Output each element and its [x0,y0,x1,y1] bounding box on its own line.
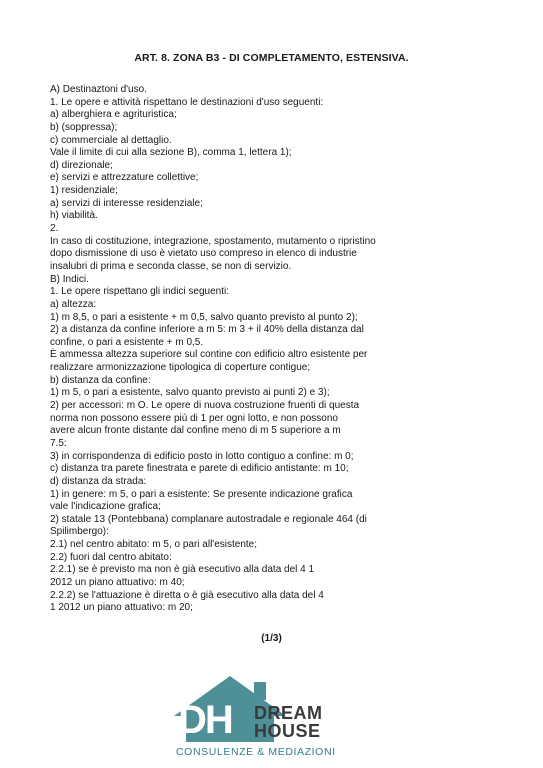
text-line: 2.2.2) se l'attuazione è diretta o è già esecutivo alla data del 4 [50,589,324,601]
page-number: (1/3) [261,633,282,644]
text-line: 1. Le opere e attività rispettano le destinazioni d'uso seguenti: [50,96,324,108]
text-line: a) altezza: [50,298,97,310]
text-line: c) commerciale al dettaglio. [50,134,172,146]
text-line: b) distanza da confine: [50,374,151,386]
text-line: confine, o pari a esistente + m 0,5. [50,336,204,348]
text-line: 7.5: [50,437,67,449]
text-line: 1) in genere: m 5, o pari a esistente: Se presente indicazione grafica [50,488,353,500]
text-line: In caso di costituzione, integrazione, spostamento, mutamento o ripristino [50,235,376,247]
dream-house-logo [170,672,390,762]
logo-word-dream: DREAM [254,703,323,723]
text-line: dopo dismissione di uso è vietato uso compreso in elenco di industrie [50,248,357,260]
text-line: Spilimbergo): [50,526,109,538]
text-line: e) servizi e attrezzature collettive; [50,172,199,184]
text-line: 1) m 8,5, o pari a esistente + m 0,5, salvo quanto previsto al punto 2); [50,311,358,323]
text-line: 2012 un piano attuativo: m 40; [50,576,185,588]
text-line: B) Indici. [50,273,89,285]
text-line: 1 2012 un piano attuativo: m 20; [50,602,193,614]
text-line: avere alcun fronte distante dal confine meno di m 5 superiore a m [50,425,341,437]
text-line: 2.2) fuori dal centro abitato: [50,551,172,563]
text-line: c) distanza tra parete finestrata e parete di edificio antistante: m 10; [50,463,349,475]
text-line: A) Destinaztoni d'uso. [50,84,147,95]
text-line: b) (soppressa); [50,121,118,133]
text-line: 1) residenziale; [50,185,118,197]
text-line: 2.1) nel centro abitato: m 5, o pari all'esistente; [50,539,258,551]
text-line: 2.2.1) se è previsto ma non è già esecutivo alla data del 4 1 [50,564,315,576]
text-line: 1) m 5, o pari a esistente, salvo quanto previsto ai punti 2) e 3); [50,387,330,399]
text-line: d) distanza da strada: [50,475,147,487]
text-line: norma non possono essere più di 1 per ogni lotto, e non possono [50,412,338,424]
text-line: 3) in corrispondenza di edificio posto in lotto contiguo a confine: m 0; [50,450,354,462]
text-line: 2. [50,223,59,235]
text-line: insalubri di prima e seconda classe, se non di servizio. [50,260,292,272]
article-body [50,84,510,615]
text-line: a) servizi di interesse residenziale; [50,197,203,209]
text-line: d) direzionale; [50,159,113,171]
article-title: ART. 8. ZONA B3 - DI COMPLETAMENTO, ESTENSIVA. [134,52,409,64]
text-line: È ammessa altezza superiore sul contine con edificio altro esistente per [50,349,368,361]
text-line: vale l'indicazione grafica; [50,501,161,513]
text-line: a) alberghiera e agrituristica; [50,109,177,121]
logo-word-house: HOUSE [254,721,321,741]
text-line: 2) statale 13 (Pontebbana) complanare autostradale e regionale 464 (di [50,513,367,525]
text-line: Vale il limite di cui alla sezione B), comma 1, lettera 1); [50,147,292,159]
logo-monogram: DH [178,698,232,742]
text-line: h) viabilità. [50,210,98,222]
text-line: realizzare armonizzazione tipologica di coperture contigue; [50,362,311,374]
text-line: 2) per accessori: m O. Le opere di nuova costruzione fruenti di questa [50,400,360,412]
text-line: 2) a distanza da confine inferiore a m 5: m 3 + il 40% della distanza dal [50,324,364,336]
text-line: 1. Le opere rispettano gli indici seguenti: [50,286,230,298]
logo-tagline: CONSULENZE & MEDIAZIONI [176,746,336,758]
